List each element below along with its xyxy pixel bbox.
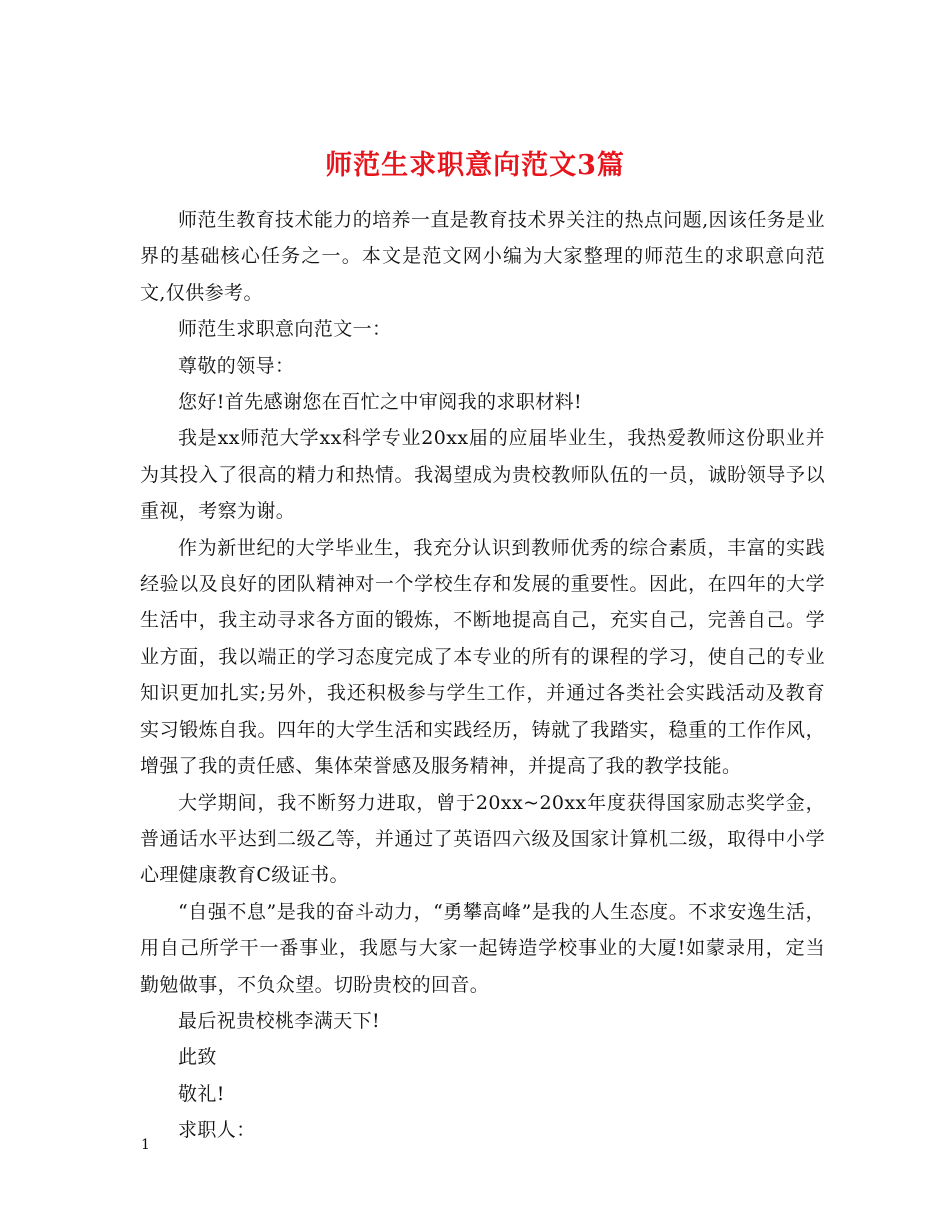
page-number: 1 xyxy=(141,1137,150,1153)
self-introduction-paragraph: 我是xx师范大学xx科学专业20xx届的应届毕业生，我热爱教师这份职业并为其投入了很高的精力和热情。我渴望成为贵校教师队伍的一员，诚盼领导予以重视，考察为谢。 xyxy=(140,427,825,523)
salutation: 尊敬的领导： xyxy=(178,354,295,377)
document-title: 师范生求职意向范文3篇 xyxy=(325,150,625,182)
document-body xyxy=(140,202,825,1149)
greeting: 您好!首先感谢您在百忙之中审阅我的求职材料! xyxy=(178,391,583,414)
sample-heading: 师范生求职意向范文一： xyxy=(178,318,392,341)
closing-jingli: 敬礼! xyxy=(178,1082,225,1105)
experience-paragraph: 作为新世纪的大学毕业生，我充分认识到教师优秀的综合素质，丰富的实践经验以及良好的团队精神对一个学校生存和发展的重要性。因此，在四年的大学生活中，我主动寻求各方面的锻炼，不断地提高自己，充实自己，完善自己。学业方面，我以端正的学习态度完成了本专业的所有的课程的学习，使自己的专业知识更加扎实;另外，我还积极参与学生工作，并通过各类社会实践活动及教育实习锻炼自我。四年的大学生活和实践经历，铸就了我踏实，稳重的工作作风，增强了我的责任感、集体荣誉感及服务精神，并提高了我的教学技能。 xyxy=(140,536,825,778)
closing-wish: 最后祝贵校桃李满天下! xyxy=(178,1009,381,1032)
closing-cizhi: 此致 xyxy=(178,1046,217,1069)
applicant-signature-line: 求职人： xyxy=(178,1119,256,1142)
intro-paragraph: 师范生教育技术能力的培养一直是教育技术界关注的热点问题,因该任务是业界的基础核心任务之一。本文是范文网小编为大家整理的师范生的求职意向范文,仅供参考。 xyxy=(140,209,825,304)
achievements-paragraph: 大学期间，我不断努力进取，曾于20xx~20xx年度获得国家励志奖学金，普通话水平达到二级乙等，并通过了英语四六级及国家计算机二级，取得中小学心理健康教育C级证书。 xyxy=(140,791,825,887)
motto-paragraph: “自强不息”是我的奋斗动力，“勇攀高峰”是我的人生态度。不求安逸生活，用自己所学干一番事业，我愿与大家一起铸造学校事业的大厦!如蒙录用，定当勤勉做事，不负众望。切盼贵校的回音。 xyxy=(140,900,825,996)
